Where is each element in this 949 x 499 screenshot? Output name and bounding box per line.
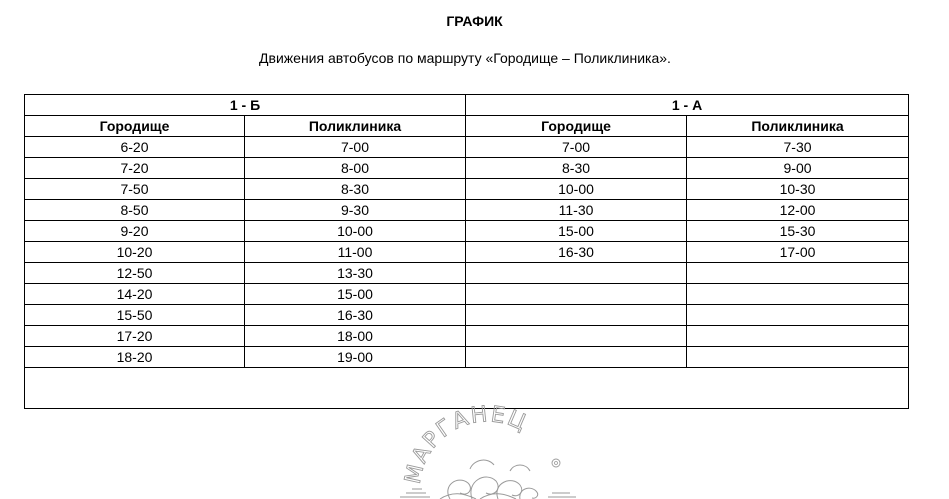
route-1b-header: 1 - Б <box>25 95 466 116</box>
table-row <box>25 326 909 347</box>
route-1a-destination-time: 15-30 <box>687 221 909 242</box>
route-1a-destination-time: 12-00 <box>687 200 909 221</box>
route-1a-destination-time: 10-30 <box>687 179 909 200</box>
route-1a-col-origin: Городище <box>466 116 687 137</box>
route-1a-origin-time: 15-00 <box>466 221 687 242</box>
empty-cell <box>687 263 909 284</box>
route-1a-origin-time: 16-30 <box>466 242 687 263</box>
route-1b-origin-time: 6-20 <box>25 137 245 158</box>
empty-cell <box>687 347 909 368</box>
route-1b-destination-time: 7-00 <box>245 137 466 158</box>
route-1b-destination-time: 16-30 <box>245 305 466 326</box>
route-1b-col-origin: Городище <box>25 116 245 137</box>
route-1a-destination-time: 7-30 <box>687 137 909 158</box>
route-1b-origin-time: 8-50 <box>25 200 245 221</box>
route-1a-origin-time: 8-30 <box>466 158 687 179</box>
empty-cell <box>466 284 687 305</box>
route-1b-destination-time: 18-00 <box>245 326 466 347</box>
logo-text: МАРГАНЕЦ <box>400 405 532 487</box>
empty-cell <box>466 347 687 368</box>
route-1b-destination-time: 8-00 <box>245 158 466 179</box>
route-1a-destination-time: 9-00 <box>687 158 909 179</box>
route-1b-origin-time: 7-50 <box>25 179 245 200</box>
route-1b-destination-time: 13-30 <box>245 263 466 284</box>
route-1b-origin-time: 18-20 <box>25 347 245 368</box>
route-1b-destination-time: 19-00 <box>245 347 466 368</box>
schedule-table <box>24 94 909 409</box>
route-1b-destination-time: 10-00 <box>245 221 466 242</box>
route-1b-origin-time: 15-50 <box>25 305 245 326</box>
document-subtitle: Движения автобусов по маршруту «Городище – Поликлиника». <box>259 50 671 66</box>
document-title: ГРАФИК <box>446 13 503 29</box>
route-1a-origin-time: 7-00 <box>466 137 687 158</box>
table-row <box>25 179 909 200</box>
empty-cell <box>687 284 909 305</box>
route-1a-origin-time: 11-30 <box>466 200 687 221</box>
route-1b-origin-time: 9-20 <box>25 221 245 242</box>
table-row <box>25 284 909 305</box>
route-1b-col-destination: Поликлиника <box>245 116 466 137</box>
empty-cell <box>466 326 687 347</box>
empty-cell <box>687 326 909 347</box>
route-1a-origin-time: 10-00 <box>466 179 687 200</box>
empty-cell <box>687 305 909 326</box>
route-1b-origin-time: 12-50 <box>25 263 245 284</box>
table-row <box>25 158 909 179</box>
empty-footer-cell <box>25 368 909 409</box>
column-header-row <box>25 116 909 137</box>
table-row <box>25 242 909 263</box>
route-1b-origin-time: 17-20 <box>25 326 245 347</box>
route-1b-destination-time: 8-30 <box>245 179 466 200</box>
table-row <box>25 200 909 221</box>
route-1a-col-destination: Поликлиника <box>687 116 909 137</box>
svg-text:МАРГАНЕЦ <box>401 405 531 486</box>
route-1b-destination-time: 9-30 <box>245 200 466 221</box>
empty-cell <box>466 305 687 326</box>
table-row <box>25 305 909 326</box>
route-header-row <box>25 95 909 116</box>
marganets-logo <box>380 405 590 499</box>
table-row <box>25 137 909 158</box>
table-footer-row <box>25 368 909 409</box>
route-1a-header: 1 - А <box>466 95 909 116</box>
route-1b-destination-time: 11-00 <box>245 242 466 263</box>
table-row <box>25 263 909 284</box>
table-row <box>25 347 909 368</box>
route-1b-origin-time: 10-20 <box>25 242 245 263</box>
table-row <box>25 221 909 242</box>
schedule-body <box>25 137 909 409</box>
route-1b-origin-time: 7-20 <box>25 158 245 179</box>
route-1b-destination-time: 15-00 <box>245 284 466 305</box>
route-1a-destination-time: 17-00 <box>687 242 909 263</box>
empty-cell <box>466 263 687 284</box>
route-1b-origin-time: 14-20 <box>25 284 245 305</box>
